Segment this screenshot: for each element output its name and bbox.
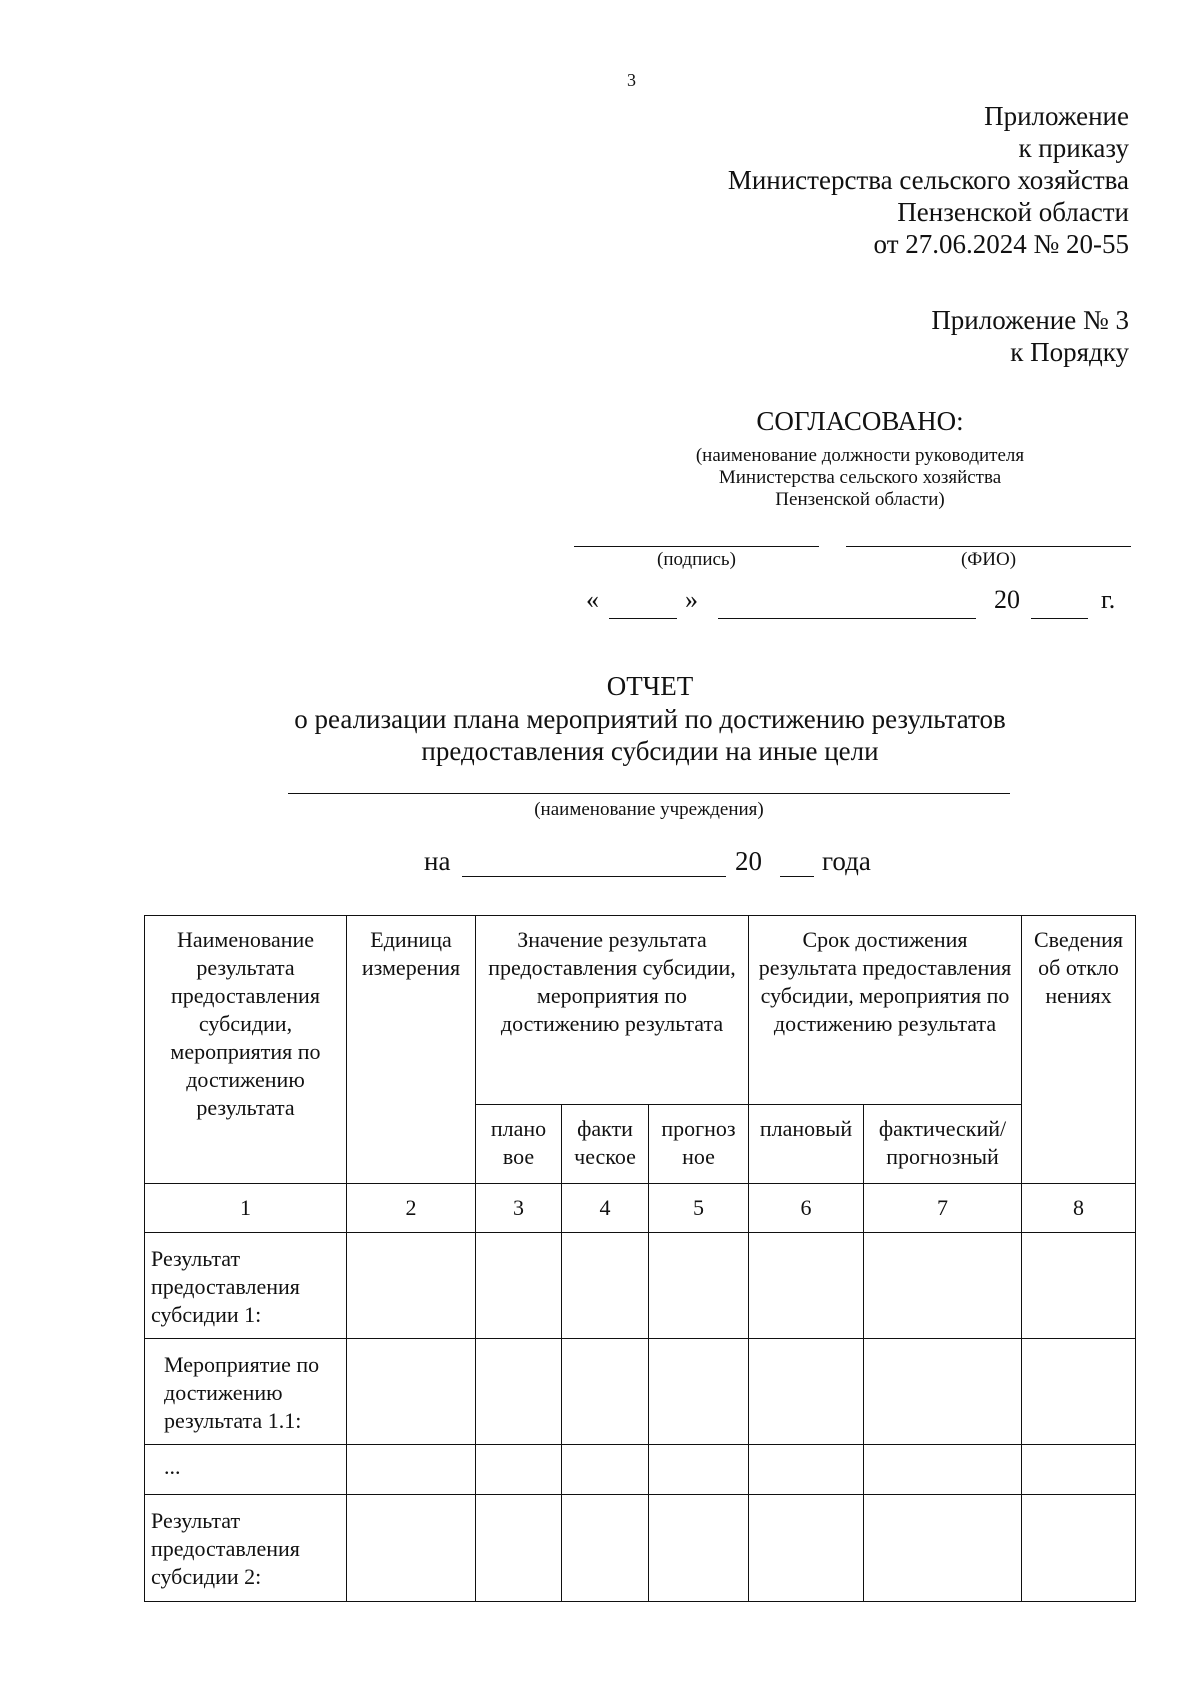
table-cell <box>864 1233 1022 1339</box>
report-subtitle-line: о реализации плана мероприятий по достижению результатов <box>294 704 1006 734</box>
table-cell <box>562 1233 649 1339</box>
appendix-line: Пензенской области <box>897 197 1129 227</box>
header-value-group: Значение результата предоставления субсидии, мероприятия по достижению результата <box>476 916 749 1105</box>
signature-label: (подпись) <box>657 549 736 570</box>
table-cell <box>1022 1233 1136 1339</box>
column-number: 4 <box>562 1184 649 1233</box>
table-row <box>145 1339 1136 1445</box>
table-cell <box>1022 1495 1136 1602</box>
row-label-result: Результат предоставления субсидии 2: <box>145 1495 347 1602</box>
table-cell <box>749 1339 864 1445</box>
table-cell <box>649 1339 749 1445</box>
table-cell <box>749 1445 864 1495</box>
column-number: 2 <box>347 1184 476 1233</box>
date-close-quote: » <box>685 585 698 614</box>
table-cell <box>562 1339 649 1445</box>
period-suffix: года <box>822 846 871 876</box>
table-cell <box>1022 1445 1136 1495</box>
date-year-prefix: 20 <box>994 585 1020 614</box>
header-name: Наименование результата предоставления субсидии, мероприятия по достижению результата <box>145 916 347 1184</box>
date-year-suffix: г. <box>1101 585 1116 614</box>
appendix-line: Приложение <box>984 101 1129 131</box>
table-cell <box>347 1495 476 1602</box>
appendix-block <box>728 100 1129 260</box>
header-actual-value: факти ческое <box>562 1105 649 1184</box>
table-cell <box>347 1339 476 1445</box>
table-cell <box>476 1339 562 1445</box>
column-number: 7 <box>864 1184 1022 1233</box>
column-number: 1 <box>145 1184 347 1233</box>
table-cell <box>649 1233 749 1339</box>
header-planned-deadline: плановый <box>749 1105 864 1184</box>
row-label-result: Результат предоставления субсидии 1: <box>145 1233 347 1339</box>
appendix-line: к Порядку <box>1010 337 1129 367</box>
table-cell <box>562 1445 649 1495</box>
column-number: 5 <box>649 1184 749 1233</box>
header-deviation: Сведения об откло нениях <box>1022 916 1136 1184</box>
page-number: 3 <box>627 70 636 90</box>
institution-line <box>288 793 1010 794</box>
appendix-line: Министерства сельского хозяйства <box>727 165 1129 195</box>
date-open-quote: « <box>586 585 599 614</box>
row-label-activity: Мероприятие по достижению результата 1.1: <box>145 1339 347 1445</box>
table-cell <box>562 1495 649 1602</box>
header-forecast-value: прогноз ное <box>649 1105 749 1184</box>
table-cell <box>476 1495 562 1602</box>
table-cell <box>649 1445 749 1495</box>
table-cell <box>864 1445 1022 1495</box>
table-cell <box>347 1233 476 1339</box>
column-number: 8 <box>1022 1184 1136 1233</box>
report-title: ОТЧЕТ <box>606 671 694 701</box>
header-deadline-group: Срок достижения результата предоставления субсидии, мероприятия по достижению результата <box>749 916 1022 1105</box>
row-label-ellipsis: ... <box>145 1445 347 1495</box>
table-cell <box>864 1495 1022 1602</box>
period-year-prefix: 20 <box>735 846 762 876</box>
date-month-line <box>718 618 976 619</box>
approval-note-line: (наименование должности руководителя <box>695 445 1025 466</box>
approval-note-line: Министерства сельского хозяйства <box>718 467 1002 488</box>
period-prefix: на <box>424 846 451 876</box>
table-cell <box>476 1233 562 1339</box>
table-cell <box>476 1445 562 1495</box>
appendix-line: Приложение № 3 <box>931 305 1129 335</box>
header-actual-deadline: фактический/ прогнозный <box>864 1105 1022 1184</box>
approval-note-line: Пензенской области) <box>775 489 945 510</box>
fio-label: (ФИО) <box>960 549 1017 570</box>
column-number: 3 <box>476 1184 562 1233</box>
column-number: 6 <box>749 1184 864 1233</box>
appendix-line: от 27.06.2024 № 20-55 <box>873 229 1129 259</box>
period-date-line <box>462 876 726 877</box>
header-unit: Единица измерения <box>347 916 476 1184</box>
fio-line <box>846 546 1131 547</box>
institution-label: (наименование учреждения) <box>534 799 764 820</box>
date-year-line <box>1031 618 1088 619</box>
appendix-line: к приказу <box>1018 133 1129 163</box>
table-cell <box>347 1445 476 1495</box>
table-cell <box>749 1233 864 1339</box>
approval-title: СОГЛАСОВАНО: <box>756 406 964 436</box>
table-row <box>145 1495 1136 1602</box>
report-table <box>144 915 1136 1602</box>
date-day-line <box>609 618 677 619</box>
header-row <box>145 916 1136 1105</box>
period-year-line <box>780 876 814 877</box>
table-cell <box>649 1495 749 1602</box>
report-subtitle <box>150 703 1150 767</box>
approval-note <box>640 445 1080 511</box>
table-row <box>145 1445 1136 1495</box>
appendix-to-procedure <box>931 304 1129 368</box>
report-subtitle-line: предоставления субсидии на иные цели <box>421 736 879 766</box>
table-cell <box>864 1339 1022 1445</box>
table-row <box>145 1233 1136 1339</box>
column-number-row <box>145 1184 1136 1233</box>
header-planned-value: плано вое <box>476 1105 562 1184</box>
table-cell <box>1022 1339 1136 1445</box>
signature-line <box>574 546 819 547</box>
table-cell <box>749 1495 864 1602</box>
